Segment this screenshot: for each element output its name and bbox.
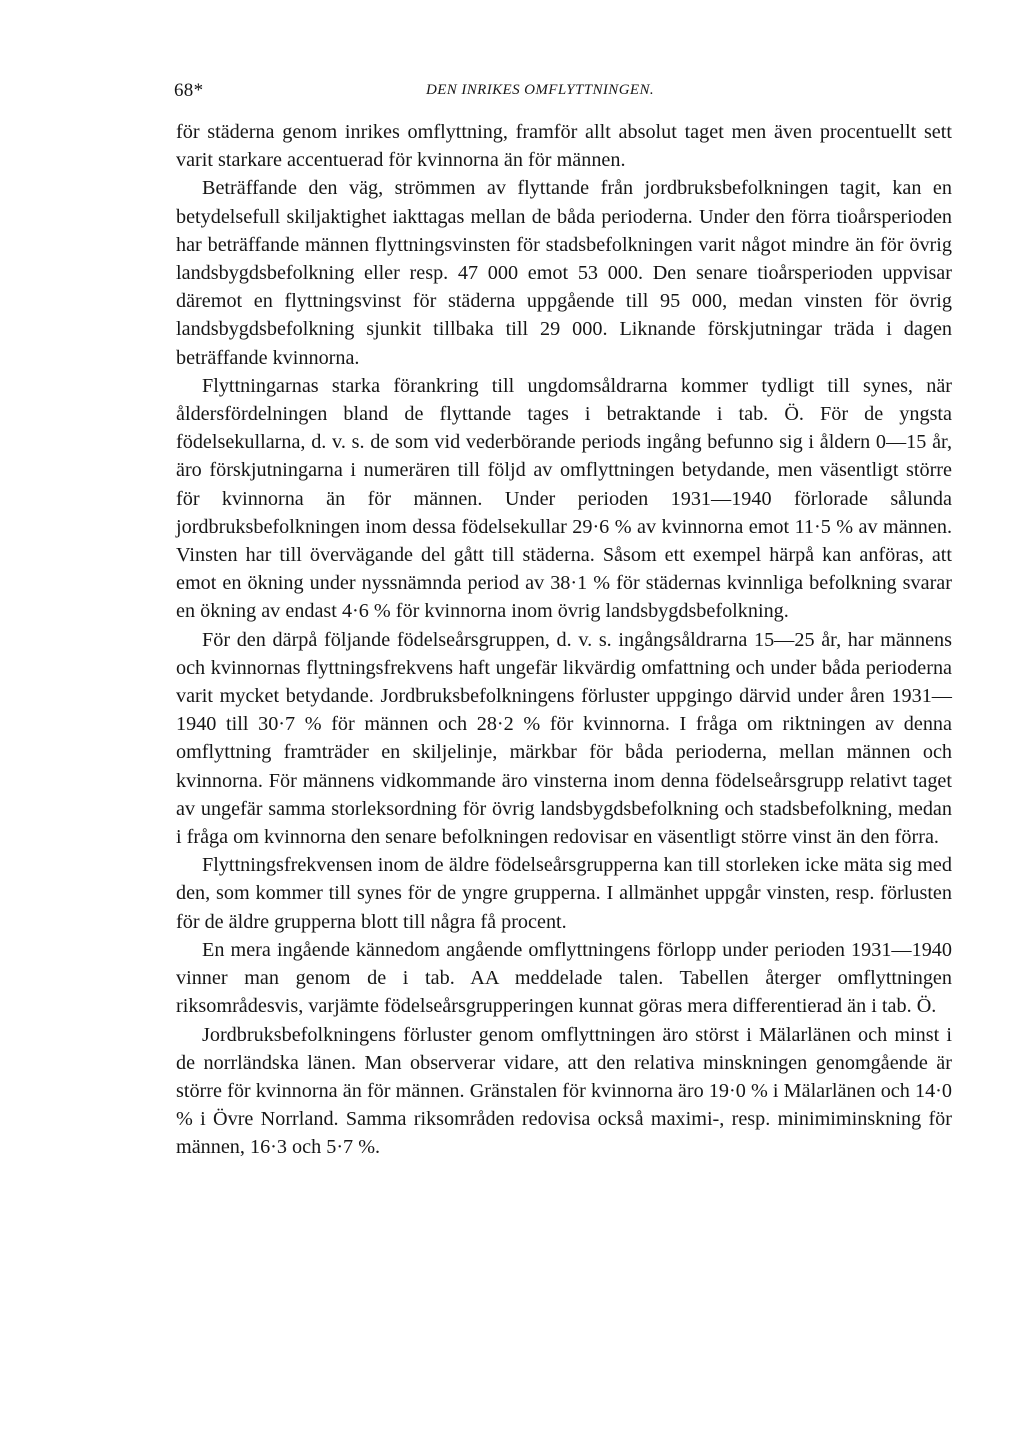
running-title: DEN INRIKES OMFLYTTNINGEN. (426, 82, 655, 98)
paragraph: Flyttningarnas starka förankring till ungdomsåldrarna kommer tydligt till synes, när åldersfördelningen bland de flyttande tages i betraktande i tab. Ö. För de yngsta födelsekullarna, d. v. s. de som vid vederbörande periods ingång befunno sig i åldern 0—15 år, äro förskjutningarna i numerären till följd av omflyttningen betydande, men väsentligt större för kvinnorna än för männen. Under perioden 1931—1940 förlorade sålunda jordbruksbefolkningen inom dessa födelsekullar 29·6 % av kvinnorna emot 11·5 % av männen. Vinsten har till övervägande del gått till städerna. Såsom ett exempel härpå kan anföras, att emot en ökning under nyssnämnda period av 38·1 % för städernas kvinnliga befolkning svarar en ökning av endast 4·6 % för kvinnorna inom övrig landsbygdsbefolkning. (176, 374, 952, 623)
document-page (176, 80, 952, 1162)
paragraph: Beträffande den väg, strömmen av flyttande från jordbruksbefolkningen tagit, kan en betydelsefull skiljaktighet iakttagas mellan de båda perioderna. Under den förra tioårsperioden har beträffande männen flyttningsvinsten för stadsbefolkningen varit något mindre än för övrig landsbygdsbefolkning eller resp. 47 000 emot 53 000. Den senare tioårsperioden uppvisar däremot en flyttningsvinst för städerna uppgående till 95 000, medan vinsten för övrig landsbygdsbefolkning sjunkit tillbaka till 29 000. Liknande förskjutningar träda i dagen beträffande kvinnorna. (176, 177, 952, 369)
paragraph: För den därpå följande födelseårsgruppen, d. v. s. ingångsåldrarna 15—25 år, har männens och kvinnornas flyttningsfrekvens haft ungefär likvärdig omfattning och under båda perioderna varit mycket betydande. Jordbruksbefolkningens förluster uppgingo därvid under åren 1931—1940 till 30·7 % för männen och 28·2 % för kvinnorna. I fråga om riktningen av denna omflyttning framträder en skiljelinje, märkbar för båda perioderna, mellan männen och kvinnorna. För männens vidkommande äro vinsterna inom denna födelseårsgrupp relativt taget av ungefär samma storleksordning för övrig landsbygdsbefolkning och stadsbefolkning, medan i fråga om kvinnorna den senare befolkningen redovisar en väsentligt större vinst än den förra. (176, 628, 952, 849)
page-header (176, 80, 952, 108)
page-number: 68* (174, 80, 204, 101)
paragraph: Flyttningsfrekvensen inom de äldre födelseårsgrupperna kan till storleken icke mäta sig med den, som kommer till synes för de yngre grupperna. I allmänhet uppgår vinsten, resp. förlusten för de äldre grupperna blott till några få procent. (176, 854, 952, 933)
paragraph: En mera ingående kännedom angående omflyttningens förlopp under perioden 1931—1940 vinner man genom de i tab. AA meddelade talen. Tabellen återger omflyttningen riksområdesvis, varjämte födelseårsgrupperingen kunnat göras mera differentierad än i tab. Ö. (176, 938, 952, 1018)
body-text (176, 118, 952, 1162)
paragraph: Jordbruksbefolkningens förluster genom omflyttningen äro störst i Mälarlänen och minst i de norrländska länen. Man observerar vidare, att den relativa minskningen genomgående är större för kvinnorna än för männen. Gränstalen för kvinnorna äro 19·0 % i Mälarlänen och 14·0 % i Övre Norrland. Samma riksområden redovisa också maximi-, resp. minimiminskning för männen, 16·3 och 5·7 %. (176, 1023, 952, 1159)
paragraph-continuation: för städerna genom inrikes omflyttning, framför allt absolut taget men även procentuellt sett varit starkare accentuerad för kvinnorna än för männen. (176, 121, 952, 172)
